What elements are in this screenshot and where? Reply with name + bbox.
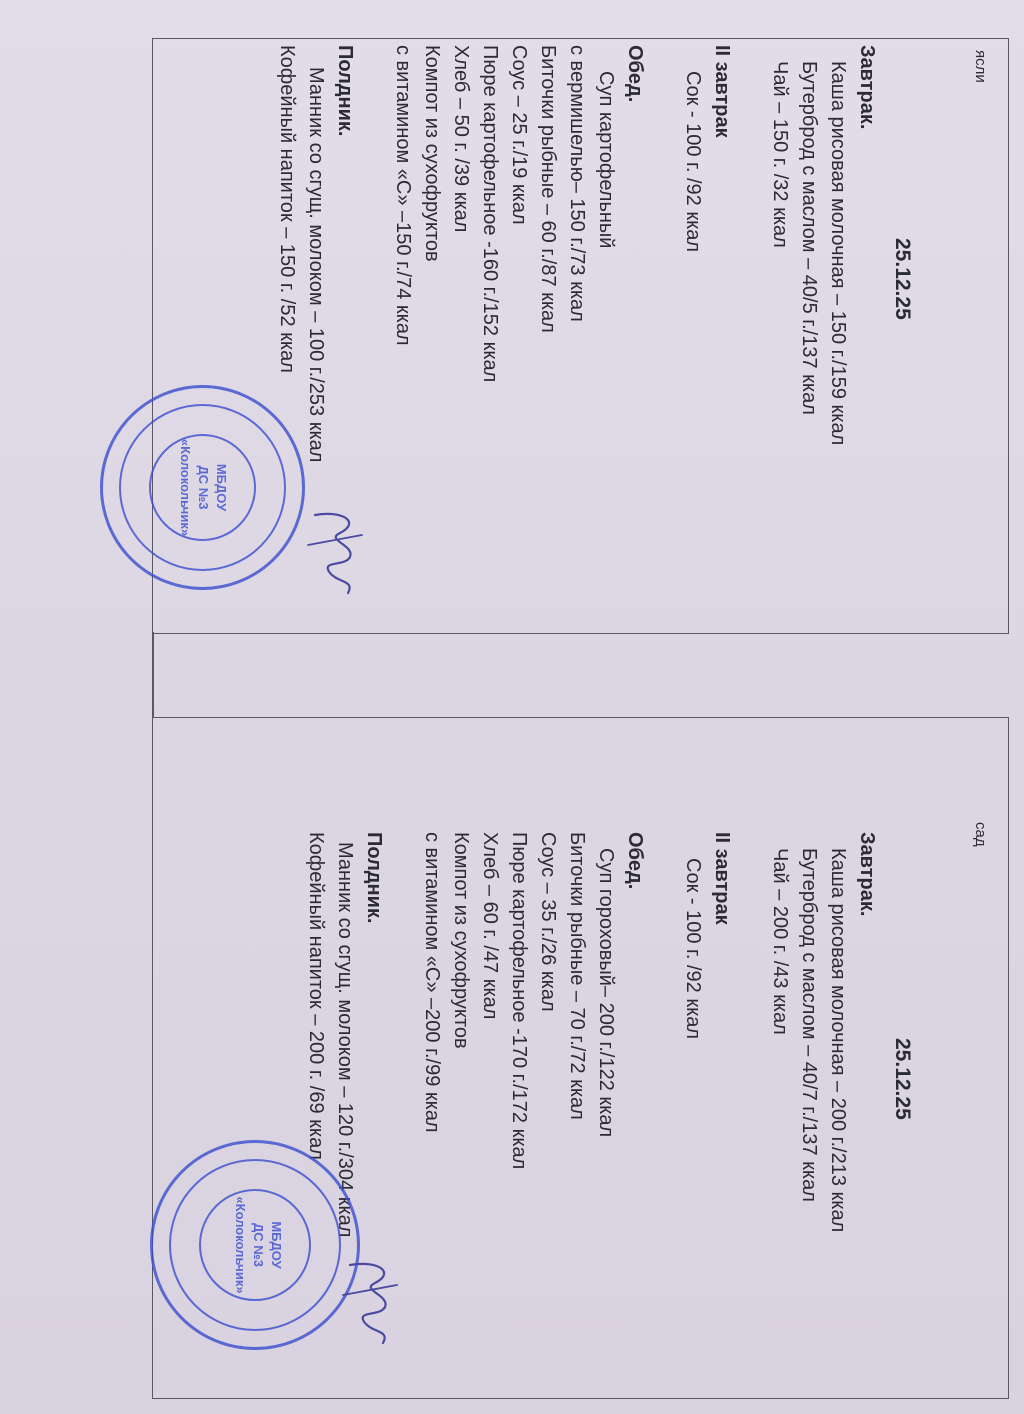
nursery-date-block	[888, 238, 917, 320]
menu-item: с вермишелью– 150 г./73 ккал	[566, 45, 588, 322]
stamp-text: МБДОУ	[269, 1221, 284, 1269]
official-stamp	[150, 1140, 360, 1350]
menu-item: Компот из сухофруктов	[421, 45, 443, 262]
snack-title: Полдник.	[363, 832, 385, 924]
nursery-label: ясли	[972, 50, 989, 83]
menu-item: Пюре картофельное -170 г./172 ккал	[508, 832, 530, 1170]
lunch-title: Обед.	[624, 45, 646, 103]
menu-item: Пюре картофельное -160 г./152 ккал	[479, 45, 501, 383]
menu-item: Биточки рыбные – 60 г./87 ккал	[537, 45, 559, 333]
stamp-text: «Колокольчик»	[178, 438, 193, 537]
menu-item: Чай – 200 г. /43 ккал	[769, 848, 791, 1035]
stamp-text: «Колокольчик»	[233, 1196, 248, 1294]
menu-item: с витамином «С» –200 г./99 ккал	[421, 832, 443, 1133]
nursery-menu-body	[272, 45, 881, 463]
menu-item: Манник со сгущ. молоком – 100 г./253 ккал	[305, 67, 327, 463]
snack-title: Полдник.	[334, 45, 356, 137]
menu-item: Манник со сгущ. молоком – 120 г./304 ккал	[334, 842, 356, 1238]
menu-item: Чай – 150 г. /32 ккал	[769, 61, 791, 248]
menu-item: Суп картофельный	[595, 71, 617, 249]
divider-line	[152, 632, 154, 717]
menu-item: Компот из сухофруктов	[450, 832, 472, 1049]
menu-item: Хлеб – 50 г. /39 ккал	[450, 45, 472, 233]
signature	[335, 1255, 410, 1350]
kindergarten-date: 25.12.25	[891, 1038, 914, 1120]
breakfast-title: Завтрак.	[856, 45, 878, 130]
menu-item: Хлеб – 60 г. /47 ккал	[479, 832, 501, 1020]
nursery-date: 25.12.25	[891, 238, 914, 320]
menu-item: Сок - 100 г. /92 ккал	[682, 858, 704, 1040]
kindergarten-date-block	[888, 1038, 917, 1120]
menu-item: Сок - 100 г. /92 ккал	[682, 71, 704, 253]
menu-item: Каша рисовая молочная – 150 г./159 ккал	[827, 61, 849, 446]
kindergarten-label: сад	[972, 822, 989, 847]
nursery-header	[966, 50, 995, 83]
second-breakfast-title: II завтрак	[711, 45, 733, 138]
menu-item: Суп гороховый– 200 г./122 ккал	[595, 848, 617, 1138]
kindergarten-header	[966, 822, 995, 847]
menu-item: Бутерброд с маслом – 40/5 г./137 ккал	[798, 61, 820, 415]
official-stamp	[100, 385, 305, 590]
stamp-text: ДС №3	[196, 465, 211, 510]
menu-item: Кофейный напиток – 200 г. /69 ккал	[305, 832, 327, 1160]
menu-item: Кофейный напиток – 150 г. /52 ккал	[276, 45, 298, 373]
breakfast-title: Завтрак.	[856, 832, 878, 917]
stamp-text: МБДОУ	[214, 463, 229, 512]
lunch-title: Обед.	[624, 832, 646, 890]
menu-item: Соус – 25 г./19 ккал	[508, 45, 530, 225]
menu-item: Биточки рыбные – 70 г./72 ккал	[566, 832, 588, 1120]
menu-item: Соус – 35 г./26 ккал	[537, 832, 559, 1012]
menu-item: Бутерброд с маслом – 40/7 г./137 ккал	[798, 848, 820, 1202]
second-breakfast-title: II завтрак	[711, 832, 733, 925]
menu-item: с витамином «С» –150 г./74 ккал	[392, 45, 414, 346]
menu-item: Каша рисовая молочная – 200 г./213 ккал	[827, 848, 849, 1233]
signature	[300, 505, 375, 600]
kindergarten-menu-body	[301, 832, 881, 1238]
stamp-text: ДС №3	[251, 1223, 266, 1267]
